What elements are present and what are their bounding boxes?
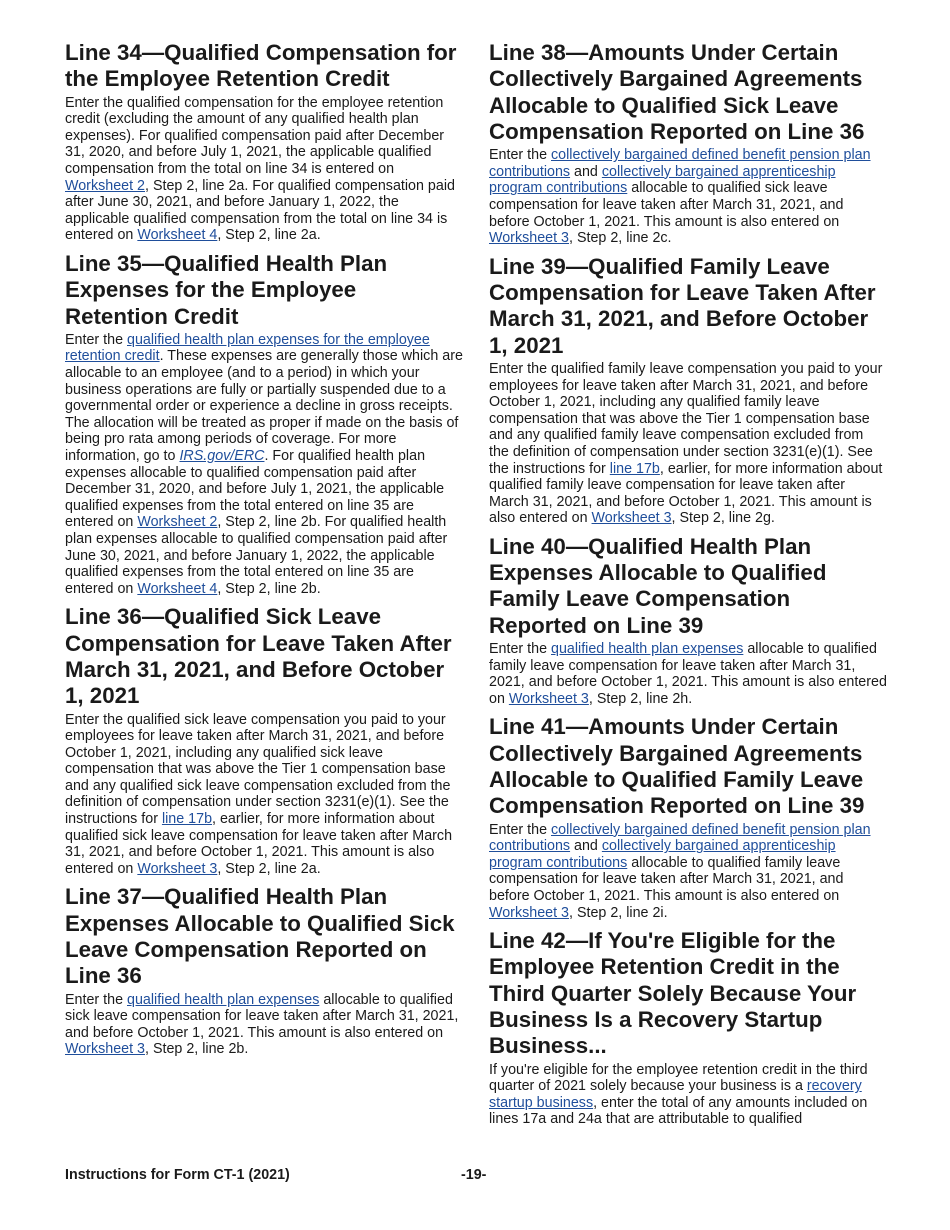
body-text: Enter the: [65, 991, 127, 1008]
body-text: Enter the qualified compensation for the employee retention credit (excluding the amount of any qualified health plan expenses). For qualified compensation paid after December 31, 2020, and before July 1, 2021, the applicable qualified compensation from the total on line 34 is entered on: [65, 94, 445, 177]
section-body: [489, 822, 887, 922]
section-heading: Line 41—Amounts Under Certain Collectively Bargained Agreements Allocable to Qualified Family Leave Compensation Reported on Line 39: [489, 714, 865, 819]
body-text: Enter the: [489, 641, 551, 658]
body-text: , enter the total of any amounts included on lines 17a and 24a that are attributable to qualified: [489, 1094, 868, 1128]
body-text: allocable to qualified family leave compensation for leave taken after March 31, 2021, and before October 1, 2021. This amount is also entered on: [489, 854, 844, 904]
left-column: [65, 40, 463, 1065]
section-body: [65, 332, 463, 598]
section-line-41: [489, 714, 887, 921]
qualified-health-plan-expenses-link[interactable]: qualified health plan expenses: [551, 641, 744, 658]
footer-form-name: Instructions for Form CT-1 (2021): [65, 1167, 290, 1183]
body-text: Enter the: [65, 331, 127, 348]
section-heading: Line 40—Qualified Health Plan Expenses Allocable to Qualified Family Leave Compensation Reported on Line 39: [489, 533, 827, 638]
body-text: , Step 2, line 2a. For qualified compensation paid after June 30, 2021, and before January 1, 2022, the applicable qualified compensation from the total on line 34 is entered on: [65, 177, 455, 244]
worksheet-4-link[interactable]: Worksheet 4: [137, 580, 218, 597]
section-heading: Line 39—Qualified Family Leave Compensation for Leave Taken After March 31, 2021, and Before October 1, 2021: [489, 253, 876, 358]
worksheet-4-link[interactable]: Worksheet 4: [137, 227, 218, 244]
section-body: [489, 641, 887, 707]
section-heading: Line 42—If You're Eligible for the Employee Retention Credit in the Third Quarter Solely Because Your Business Is a Recovery Startup Business...: [489, 928, 857, 1059]
worksheet-3-link[interactable]: Worksheet 3: [65, 1041, 145, 1058]
body-text: . These expenses are generally those which are allocable to an employee (and to a period) in which your business operations are fully or partially suspended due to a governmental order or experience a decline in gross receipts. The allocation will be treated as proper if made on the basis of being pro rata among periods of coverage. For more information, go to: [65, 348, 463, 464]
body-text: , Step 2, line 2h.: [588, 690, 693, 707]
section-body: [65, 95, 463, 244]
pension-plan-contributions-link[interactable]: collectively bargained defined benefit pension plan contributions: [489, 821, 871, 855]
section-line-38: [489, 40, 887, 247]
section-line-40: [489, 534, 887, 708]
body-text: , earlier, for more information about qualified sick leave compensation for leave taken after March 31, 2021, and before October 1, 2021. This amount is also entered on: [65, 811, 453, 877]
body-text: Enter the: [489, 821, 551, 838]
body-text: Enter the qualified sick leave compensation you paid to your employees for leave taken after March 31, 2021, and before October 1, 2021, including any qualified sick leave compensation that was above the Tier 1 compensation base and any qualified sick leave compensation excluded from the definition of compensation under section 3231(e)(1). See the instructions for: [65, 711, 451, 828]
line-17b-link[interactable]: line 17b: [609, 460, 660, 477]
body-text: , Step 2, line 2a.: [217, 860, 321, 877]
body-text: , Step 2, line 2b. For qualified health plan expenses allocable to qualified compensation paid after June 30, 2021, and before January 1, 2022, the applicable qualified expenses from the total entered on line 35 are entered on: [65, 514, 448, 597]
body-text: If you're eligible for the employee retention credit in the third quarter of 2021 solely because your business is a: [489, 1061, 868, 1095]
body-text: , Step 2, line 2a.: [217, 227, 321, 244]
section-line-35: [65, 251, 463, 597]
pension-plan-contributions-link[interactable]: collectively bargained defined benefit pension plan contributions: [489, 147, 871, 180]
body-text: , Step 2, line 2c.: [569, 230, 672, 247]
worksheet-3-link[interactable]: Worksheet 3: [137, 860, 218, 877]
worksheet-2-link[interactable]: Worksheet 2: [137, 514, 218, 531]
recovery-startup-business-link[interactable]: recovery startup business: [489, 1078, 862, 1111]
body-text: , earlier, for more information about qualified family leave compensation for leave taken after March 31, 2021, and before October 1, 2021. This amount is also entered on: [489, 460, 883, 527]
body-text: . For qualified health plan expenses allocable to qualified compensation paid after December 31, 2020, and before July 1, 2021, the applicable qualified expenses from the total entered on line 35 are entered on: [65, 447, 445, 531]
body-text: allocable to qualified sick leave compensation for leave taken after March 31, 2021, and before October 1, 2021. This amount is also entered on: [65, 991, 459, 1041]
right-column: [489, 40, 887, 1135]
section-line-37: [65, 884, 463, 1058]
section-heading: Line 36—Qualified Sick Leave Compensation for Leave Taken After March 31, 2021, and Before October 1, 2021: [65, 604, 452, 709]
section-heading: Line 34—Qualified Compensation for the Employee Retention Credit: [65, 40, 457, 92]
section-body: [489, 147, 887, 247]
section-body: [489, 361, 887, 527]
body-text: Enter the qualified family leave compensation you paid to your employees for leave taken after March 31, 2021, and before October 1, 2021, including any qualified family leave compensation that was above the Tier 1 compensation base and any qualified family leave compensation excluded from the definition of compensation under section 3231(e)(1). See the instructions for: [489, 360, 883, 477]
apprenticeship-contributions-link[interactable]: collectively bargained apprenticeship program contributions: [489, 838, 836, 871]
section-heading: Line 35—Qualified Health Plan Expenses for the Employee Retention Credit: [65, 250, 388, 329]
worksheet-3-link[interactable]: Worksheet 3: [489, 230, 569, 247]
section-line-34: [65, 40, 463, 244]
page-footer: [65, 1167, 887, 1185]
worksheet-2-link[interactable]: Worksheet 2: [65, 177, 145, 194]
worksheet-3-link[interactable]: Worksheet 3: [591, 510, 672, 527]
body-text: , Step 2, line 2b.: [145, 1041, 249, 1058]
section-body: [489, 1062, 887, 1128]
body-text: , Step 2, line 2g.: [671, 510, 775, 527]
section-heading: Line 37—Qualified Health Plan Expenses Allocable to Qualified Sick Leave Compensation Reported on Line 36: [65, 884, 455, 989]
line-17b-link[interactable]: line 17b: [161, 811, 213, 828]
body-text: , Step 2, line 2i.: [569, 904, 668, 921]
body-text: allocable to qualified sick leave compensation for leave taken after March 31, 2021, and before October 1, 2021. This amount is also entered on: [489, 180, 844, 230]
irs-erc-link[interactable]: IRS.gov/ERC: [179, 447, 265, 464]
section-body: [65, 992, 463, 1058]
body-text: and: [570, 838, 602, 855]
qualified-health-plan-erc-link[interactable]: qualified health plan expenses for the employee retention credit: [65, 331, 430, 365]
section-heading: Line 38—Amounts Under Certain Collectively Bargained Agreements Allocable to Qualified Sick Leave Compensation Reported on Line 36: [489, 40, 865, 144]
body-text: , Step 2, line 2b.: [217, 580, 321, 597]
section-line-39: [489, 254, 887, 527]
worksheet-3-link[interactable]: Worksheet 3: [508, 690, 589, 707]
worksheet-3-link[interactable]: Worksheet 3: [489, 904, 569, 921]
section-line-42: [489, 928, 887, 1128]
body-text: allocable to qualified family leave compensation for leave taken after March 31, 2021, and before October 1, 2021. This amount is also entered on: [489, 641, 887, 707]
footer-page-number: -19-: [461, 1167, 487, 1183]
section-body: [65, 712, 463, 878]
body-text: Enter the: [489, 147, 551, 164]
section-line-36: [65, 604, 463, 877]
apprenticeship-contributions-link[interactable]: collectively bargained apprenticeship program contributions: [489, 163, 836, 197]
qualified-health-plan-expenses-link[interactable]: qualified health plan expenses: [127, 991, 320, 1008]
body-text: and: [570, 163, 602, 180]
